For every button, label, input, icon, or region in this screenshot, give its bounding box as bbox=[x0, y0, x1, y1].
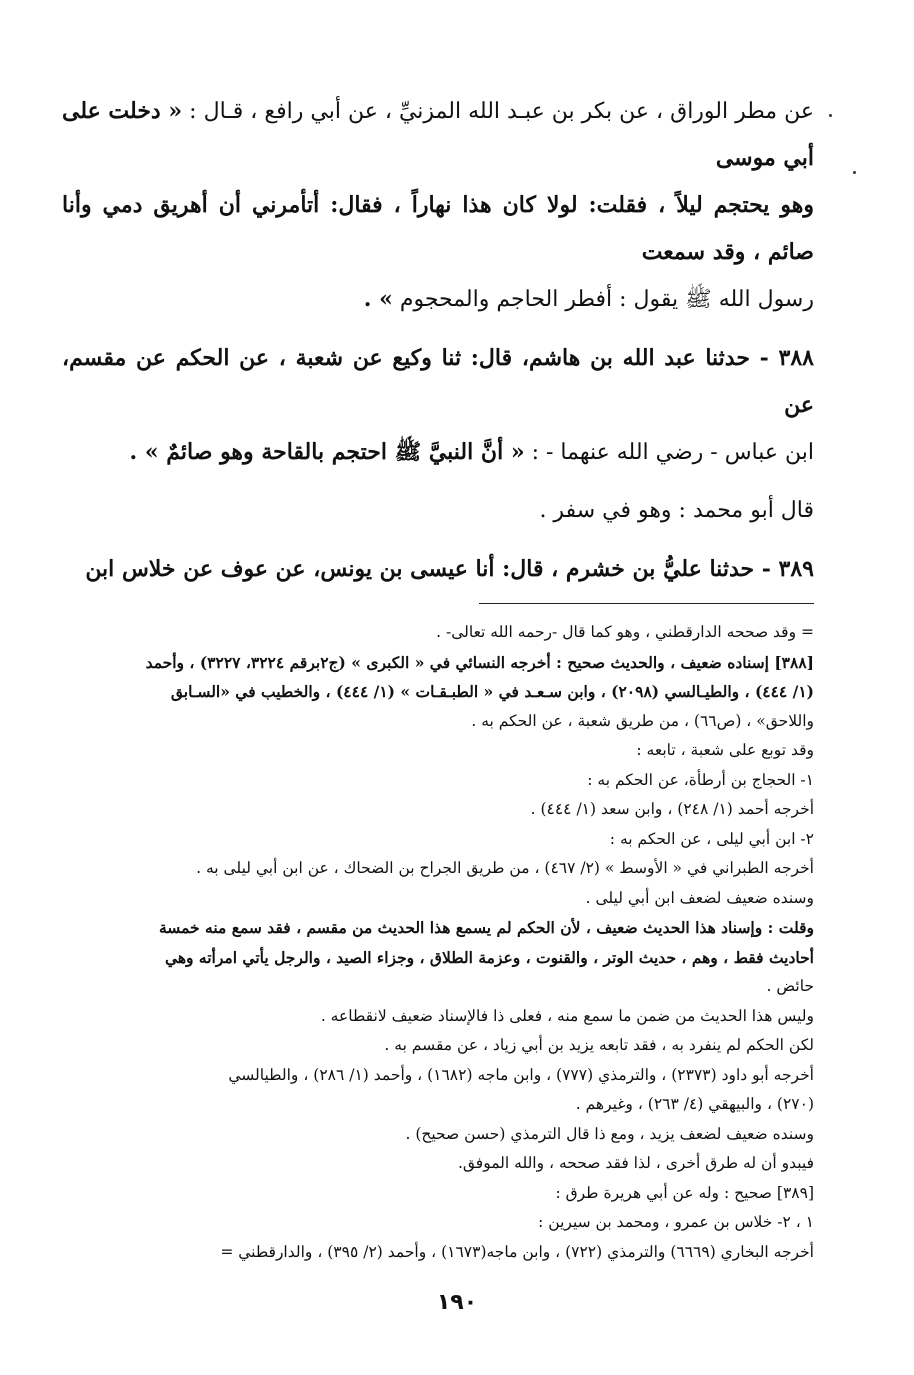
footnotes bbox=[62, 618, 814, 1267]
footnote-line: وقلت : وإسناد هذا الحديث ضعيف ، لأن الحكم لم يسمع هذا الحديث من مقسم ، فقد سمع منه خمسة bbox=[158, 918, 814, 937]
footnote-line: [٣٨٨] إسناده ضعيف ، والحديث صحيح : أخرجه النسائي في « الكبرى » (ج٢برقم ٣٢٢٤، ٣٢٢٧) ، وأحمد bbox=[145, 652, 814, 672]
footnote-line: ١- الحجاج بن أرطأة، عن الحكم به : bbox=[587, 770, 814, 789]
footnote-line: وقد توبع على شعبة ، تابعه : bbox=[636, 741, 814, 759]
footnote-line: أخرجه الطبراني في « الأوسط » (٢/ ٤٦٧) ، من طريق الجراح بن الضحاك ، عن ابن أبي ليلى به . bbox=[196, 859, 814, 877]
footnote-line: وليس هذا الحديث من ضمن ما سمع منه ، فعلى ذا فالإسناد ضعيف لانقطاعه . bbox=[320, 1006, 814, 1025]
footnote-line: حائض . bbox=[766, 977, 814, 995]
text-line-bold: وهو يحتجم ليلاً ، فقلت: لولا كان هذا نهاراً ، فقال: أتأمرني أن أهريق دمي وأنا صائم ، وقد سمعت bbox=[62, 192, 814, 265]
footnote-line: فيبدو أن له طرق أخرى ، لذا فقد صححه ، والله الموفق. bbox=[457, 1154, 814, 1172]
footnote-line: ١ ، ٢- خلاس بن عمرو ، ومحمد بن سيرين : bbox=[538, 1213, 814, 1231]
text-line: قال أبو محمد : وهو في سفر . bbox=[539, 498, 814, 523]
abu-muhammad-comment bbox=[62, 488, 814, 534]
footnote-line: ٢- ابن أبي ليلى ، عن الحكم به : bbox=[609, 829, 814, 848]
main-text bbox=[62, 88, 814, 593]
hadith-388 bbox=[62, 335, 814, 476]
footnote-line: = وقد صححه الدارقطني ، وهو كما قال -رحمه الله تعالى- . bbox=[436, 623, 814, 641]
footnote-line: لكن الحكم لم ينفرد به ، فقد تابعه يزيد بن أبي زياد ، عن مقسم به . bbox=[384, 1036, 814, 1054]
footnote-line: أحاديث فقط ، وهم ، حديث الوتر ، والقنوت ، وعزمة الطلاق ، وجزاء الصيد ، والرجل يأتي امرأته وهي bbox=[164, 947, 814, 967]
hadith-387-continuation bbox=[62, 88, 814, 323]
footnote-line: واللاحق» ، (ص٦٦) ، من طريق شعبة ، عن الحكم به . bbox=[471, 711, 814, 730]
footnote-line: أخرجه أبو داود (٢٣٧٣) ، والترمذي (٧٧٧) ، وابن ماجه (١٦٨٢) ، وأحمد (١/ ٢٨٦) ، والطيالسي bbox=[228, 1065, 814, 1084]
footnote-line: وسنده ضعيف لضعف يزيد ، ومع ذا قال الترمذي (حسن صحيح) . bbox=[405, 1124, 814, 1143]
footnote-line: (٢٧٠) ، والبيهقي (٤/ ٢٦٣) ، وغيرهم . bbox=[575, 1095, 814, 1113]
hadith-389 bbox=[62, 546, 814, 593]
page-body bbox=[62, 88, 814, 1267]
text-line-bold: » . bbox=[363, 286, 393, 312]
footnote-line: أخرجه أحمد (١/ ٢٤٨) ، وابن سعد (١/ ٤٤٤) . bbox=[530, 800, 814, 818]
footnote-line: وسنده ضعيف لضعف ابن أبي ليلى . bbox=[585, 888, 814, 907]
text-line-bold: ٣٨٩ - حدثنا عليُّ بن خشرم ، قال: أنا عيسى بن يونس، عن عوف عن خلاس ابن bbox=[85, 556, 814, 582]
footnote-line: (١/ ٤٤٤) ، والطيـالسي (٢٠٩٨) ، وابن سـعـد في « الطبـقـات » (١/ ٤٤٤) ، والخطيب في «السـابق bbox=[170, 682, 814, 701]
margin-mark bbox=[853, 171, 856, 174]
text-line: رسول الله ﷺ يقول : أفطر الحاجم والمحجوم bbox=[399, 287, 814, 312]
text-line-bold: ٣٨٨ - حدثنا عبد الله بن هاشم، قال: ثنا وكيع عن شعبة ، عن الحكم عن مقسم، عن bbox=[62, 345, 814, 418]
footnote-divider bbox=[479, 603, 814, 604]
text-line: ابن عباس - رضي الله عنهما - : bbox=[524, 440, 814, 465]
text-line-bold: « دخلت على أبي موسى bbox=[62, 98, 814, 171]
page-number: ١٩٠ bbox=[436, 1290, 478, 1315]
text-line-bold: « أنَّ النبيَّ ﷺ احتجم بالقاحة وهو صائمٌ » . bbox=[129, 439, 525, 465]
footnote-line: [٣٨٩] صحيح : وله عن أبي هريرة طرق : bbox=[555, 1183, 814, 1202]
margin-mark bbox=[829, 114, 832, 117]
text-line: عن مطر الوراق ، عن بكر بن عبـد الله المزنيِّ ، عن أبي رافع ، قـال : bbox=[182, 99, 814, 124]
footnote-line: أخرجه البخاري (٦٦٦٩) والترمذي (٧٢٢) ، وابن ماجه(١٦٧٣) ، وأحمد (٢/ ٣٩٥) ، والدارقطني = bbox=[220, 1242, 814, 1261]
